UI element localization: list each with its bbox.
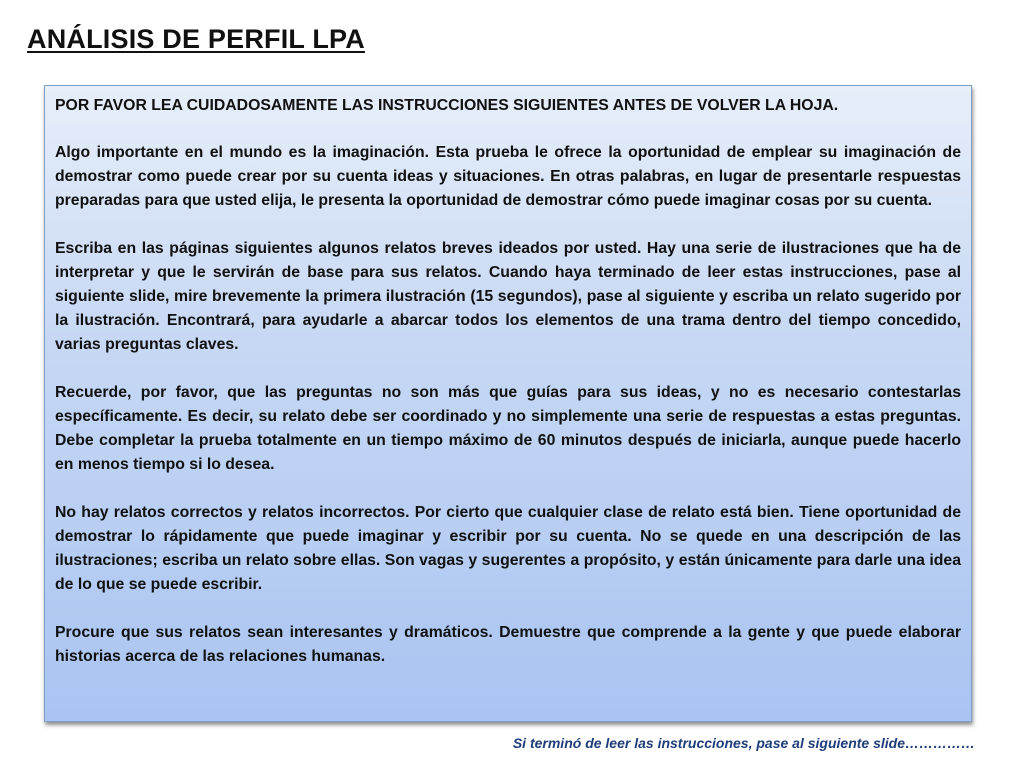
instructions-paragraph: Recuerde, por favor, que las preguntas no son más que guías para sus ideas, y no es necesario contestarlas específicamente. Es decir, su relato debe ser coordinado y no simplemente una serie de respuestas a estas preguntas. Debe completar la prueba totalmente en un tiempo máximo de 60 minutos después de iniciarla, aunque puede hacerlo en menos tiempo si lo desea. (55, 384, 961, 473)
instructions-paragraph: Procure que sus relatos sean interesantes y dramáticos. Demuestre que comprende a la gente y que puede elaborar historias acerca de las relaciones humanas. (55, 624, 961, 665)
instructions-paragraph: Algo importante en el mundo es la imaginación. Esta prueba le ofrece la oportunidad de emplear su imaginación de demostrar como puede crear por su cuenta ideas y situaciones. En otras palabras, en lugar de presentarle respuestas preparadas para que usted elija, le presenta la oportunidad de demostrar cómo puede imaginar cosas por su cuenta. (55, 144, 961, 209)
next-slide-note: Si terminó de leer las instrucciones, pase al siguiente slide…………… (512, 735, 975, 751)
instructions-paragraph: No hay relatos correctos y relatos incorrectos. Por cierto que cualquier clase de relato está bien. Tiene oportunidad de demostrar lo rápidamente que puede imaginar y escribir por su cuenta. No se quede en una descripción de las ilustraciones; escriba un relato sobre ellas. Son vagas y sugerentes a propósito, y están únicamente para darle una idea de lo que se puede escribir. (55, 504, 961, 593)
instructions-paragraph: Escriba en las páginas siguientes algunos relatos breves ideados por usted. Hay una serie de ilustraciones que ha de interpretar y que le servirán de base para sus relatos. Cuando haya terminado de leer estas instrucciones, pase al siguiente slide, mire brevemente la primera ilustración (15 segundos), pase al siguiente y escriba un relato sugerido por la ilustración. Encontrará, para ayudarle a abarcar todos los elementos de una trama dentro del tiempo concedido, varias preguntas claves. (55, 240, 961, 353)
instructions-heading: POR FAVOR LEA CUIDADOSAMENTE LAS INSTRUCCIONES SIGUIENTES ANTES DE VOLVER LA HOJA. (55, 97, 839, 114)
page-title: ANÁLISIS DE PERFIL LPA (27, 24, 365, 54)
instructions-panel (44, 85, 972, 722)
